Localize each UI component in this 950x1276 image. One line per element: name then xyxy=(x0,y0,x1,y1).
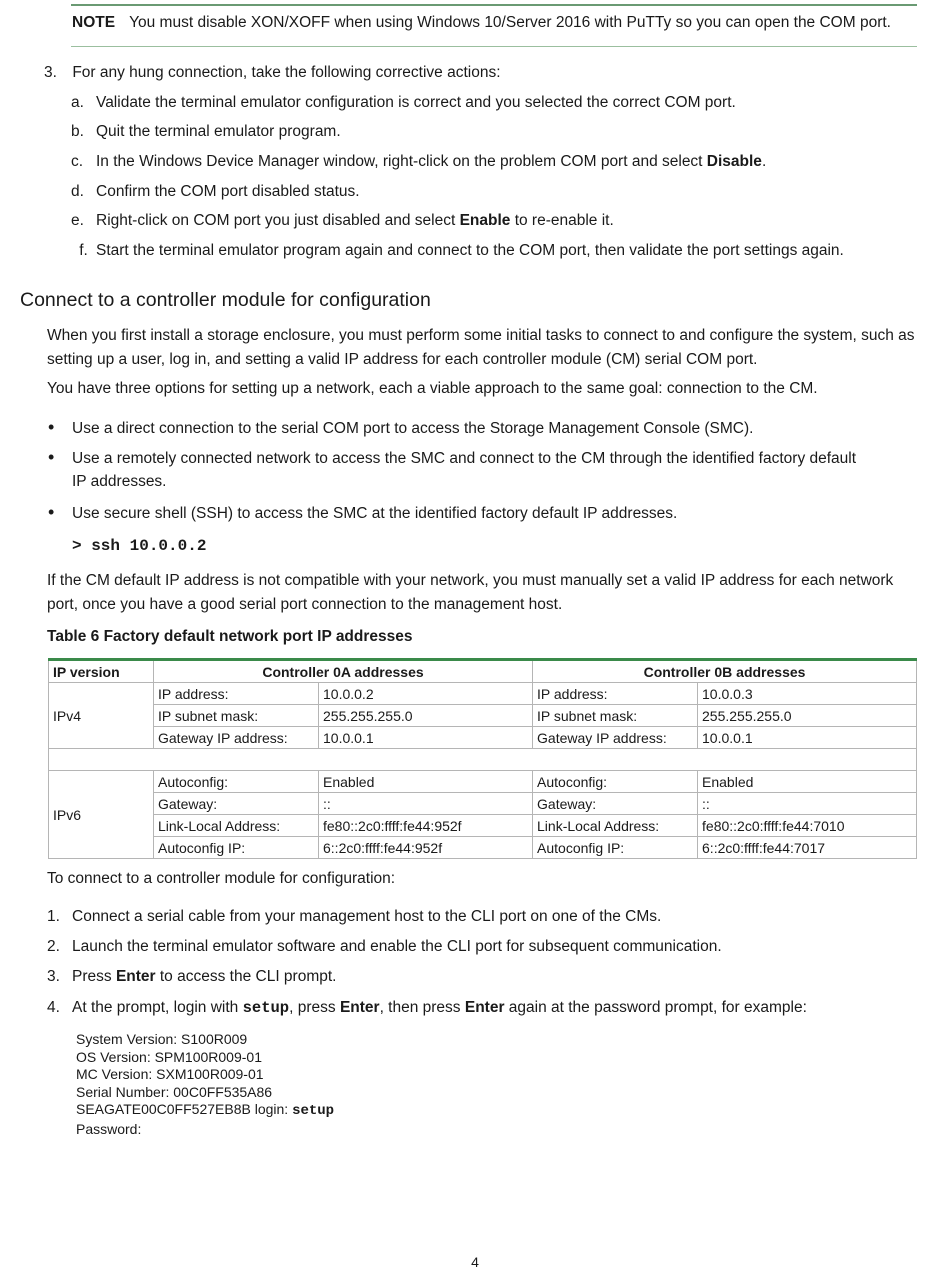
console-login-value: setup xyxy=(292,1103,335,1119)
table-cell: fe80::2c0:ffff:fe44:952f xyxy=(319,815,533,837)
table-cell: IP address: xyxy=(533,683,698,705)
substep-b xyxy=(71,123,341,141)
step-bold: Enter xyxy=(115,968,156,985)
table-row xyxy=(49,683,917,705)
substep-e xyxy=(71,212,614,230)
table-cell: Gateway IP address: xyxy=(154,727,319,749)
substep-text-end: to re-enable it. xyxy=(510,212,614,229)
table-row xyxy=(49,727,917,749)
console-line: Serial Number: 00C0FF535A86 xyxy=(76,1083,273,1100)
table-cell: 255.255.255.0 xyxy=(698,705,917,727)
console-line: OS Version: SPM100R009-01 xyxy=(76,1048,262,1065)
step-text: , press xyxy=(289,999,340,1016)
note xyxy=(72,14,891,32)
table-cell: :: xyxy=(319,793,533,815)
bullet-text: Use secure shell (SSH) to access the SMC at the identified factory default IP addresses. xyxy=(72,505,678,522)
substep-text: Quit the terminal emulator program. xyxy=(96,123,341,140)
table-cell: fe80::2c0:ffff:fe44:7010 xyxy=(698,815,917,837)
table-cell: :: xyxy=(698,793,917,815)
substep-letter: b. xyxy=(71,123,84,140)
substep-bold: Enable xyxy=(459,212,511,229)
step-number: 4. xyxy=(47,999,60,1016)
note-text: You must disable XON/XOFF when using Windows 10/Server 2016 with PuTTy so you can open the COM port. xyxy=(129,14,891,31)
bullet-item xyxy=(48,503,677,523)
substep-text: Start the terminal emulator program again and connect to the COM port, then validate the port settings again. xyxy=(96,242,844,259)
substep-text: Validate the terminal emulator configuration is correct and you selected the correct COM port. xyxy=(96,94,736,111)
step-text: Connect a serial cable from your management host to the CLI port on one of the CMs. xyxy=(72,908,662,925)
step-bold: Enter xyxy=(339,999,380,1016)
step-number: 3. xyxy=(47,968,60,985)
procedure-step-1 xyxy=(47,908,661,926)
note-label: NOTE xyxy=(72,14,116,31)
step-text: At the prompt, login with xyxy=(72,999,243,1016)
ssh-command: > ssh 10.0.0.2 xyxy=(72,537,207,555)
table-row xyxy=(49,815,917,837)
step-text: Press xyxy=(72,968,116,985)
console-login-line xyxy=(76,1101,334,1121)
table-cell: IP subnet mask: xyxy=(533,705,698,727)
table-cell: 255.255.255.0 xyxy=(319,705,533,727)
table-cell: Autoconfig: xyxy=(533,771,698,793)
note-top-rule xyxy=(71,4,917,6)
bullet-item xyxy=(48,448,856,468)
step-code: setup xyxy=(242,999,290,1017)
ipv4-label: IPv4 xyxy=(49,683,154,749)
section-heading: Connect to a controller module for configuration xyxy=(20,289,431,311)
substep-c xyxy=(71,153,766,171)
substep-letter: e. xyxy=(71,212,84,229)
table-cell: Autoconfig IP: xyxy=(533,837,698,859)
table-header-row xyxy=(49,660,917,683)
console-output xyxy=(76,1031,334,1138)
table-cell: IP subnet mask: xyxy=(154,705,319,727)
table-row xyxy=(49,793,917,815)
ip-note-line1: If the CM default IP address is not compatible with your network, you must manually set a valid IP address for each network xyxy=(47,572,894,589)
table-cell: Enabled xyxy=(319,771,533,793)
table-cell: Gateway: xyxy=(533,793,698,815)
page-number: 4 xyxy=(471,1254,479,1270)
substep-a xyxy=(71,94,736,112)
table-cell: Autoconfig: xyxy=(154,771,319,793)
intro-paragraph-line2: setting up a user, log in, and setting a valid IP address for each controller module (CM) serial COM port. xyxy=(47,351,758,368)
intro-paragraph-line1: When you first install a storage enclosure, you must perform some initial tasks to connect to and configure the system, such as xyxy=(47,327,915,344)
step-3 xyxy=(44,64,501,82)
bullet-text: Use a direct connection to the serial COM port to access the Storage Management Console (SMC). xyxy=(72,420,754,437)
table-cell: 10.0.0.1 xyxy=(698,727,917,749)
substep-text: In the Windows Device Manager window, right-click on the problem COM port and select xyxy=(96,153,707,170)
table-spacer-row xyxy=(49,749,917,771)
header-controller-0b: Controller 0B addresses xyxy=(533,660,917,683)
procedure-intro: To connect to a controller module for configuration: xyxy=(47,870,396,887)
header-controller-0a: Controller 0A addresses xyxy=(154,660,533,683)
bullet-text: Use a remotely connected network to access the SMC and connect to the CM through the identified factory default xyxy=(72,450,857,467)
procedure-step-2 xyxy=(47,938,722,956)
bullet-dot: • xyxy=(48,417,55,437)
bullet-item xyxy=(48,418,753,438)
console-line: System Version: S100R009 xyxy=(76,1031,248,1047)
table-cell: Link-Local Address: xyxy=(154,815,319,837)
bullet-dot: • xyxy=(48,447,55,467)
table-cell: Autoconfig IP: xyxy=(154,837,319,859)
step-text: For any hung connection, take the following corrective actions: xyxy=(72,64,501,81)
console-line: MC Version: SXM100R009-01 xyxy=(76,1066,264,1082)
ip-note-line2: port, once you have a good serial port connection to the management host. xyxy=(47,596,563,613)
step-text-end: to access the CLI prompt. xyxy=(155,968,337,985)
table-cell: 10.0.0.2 xyxy=(319,683,533,705)
substep-text-end: . xyxy=(761,153,767,170)
table-cell: 6::2c0:ffff:fe44:952f xyxy=(319,837,533,859)
table-row xyxy=(49,837,917,859)
substep-text: Right-click on COM port you just disabled and select xyxy=(96,212,460,229)
procedure-step-3 xyxy=(47,968,336,986)
header-ip-version: IP version xyxy=(49,660,154,683)
substep-f xyxy=(71,242,844,260)
console-login-prefix: SEAGATE00C0FF527EB8B login: xyxy=(76,1101,293,1117)
table-cell: Enabled xyxy=(698,771,917,793)
substep-text: Confirm the COM port disabled status. xyxy=(96,183,360,200)
table-row xyxy=(49,705,917,727)
ip-address-table xyxy=(48,658,917,859)
step-text: Launch the terminal emulator software and enable the CLI port for subsequent communication. xyxy=(72,938,722,955)
substep-letter: f. xyxy=(79,242,88,259)
ipv6-label: IPv6 xyxy=(49,771,154,859)
step-number: 2. xyxy=(47,938,60,955)
table-cell: IP address: xyxy=(154,683,319,705)
substep-letter: d. xyxy=(71,183,84,200)
table-cell: Gateway: xyxy=(154,793,319,815)
console-password-line: Password: xyxy=(76,1120,142,1137)
substep-letter: c. xyxy=(71,153,84,170)
substep-d xyxy=(71,183,360,201)
step-text: , then press xyxy=(379,999,465,1016)
table-spacer-cell xyxy=(49,749,917,771)
table-cell: Link-Local Address: xyxy=(533,815,698,837)
table-cell: Gateway IP address: xyxy=(533,727,698,749)
table-caption: Table 6 Factory default network port IP addresses xyxy=(47,628,413,645)
step-text-end: again at the password prompt, for example: xyxy=(504,999,807,1016)
options-paragraph: You have three options for setting up a network, each a viable approach to the same goal: connection to the CM. xyxy=(47,380,818,397)
table-row xyxy=(49,771,917,793)
procedure-step-4 xyxy=(47,999,807,1017)
step-number: 3. xyxy=(44,64,57,81)
step-number: 1. xyxy=(47,908,60,925)
bullet-dot: • xyxy=(48,502,55,522)
bullet-text-continued: IP addresses. xyxy=(72,473,167,490)
substep-letter: a. xyxy=(71,94,84,111)
table-cell: 6::2c0:ffff:fe44:7017 xyxy=(698,837,917,859)
table-cell: 10.0.0.3 xyxy=(698,683,917,705)
step-bold: Enter xyxy=(464,999,505,1016)
substep-bold: Disable xyxy=(706,153,762,170)
note-bottom-rule xyxy=(71,46,917,47)
table-cell: 10.0.0.1 xyxy=(319,727,533,749)
